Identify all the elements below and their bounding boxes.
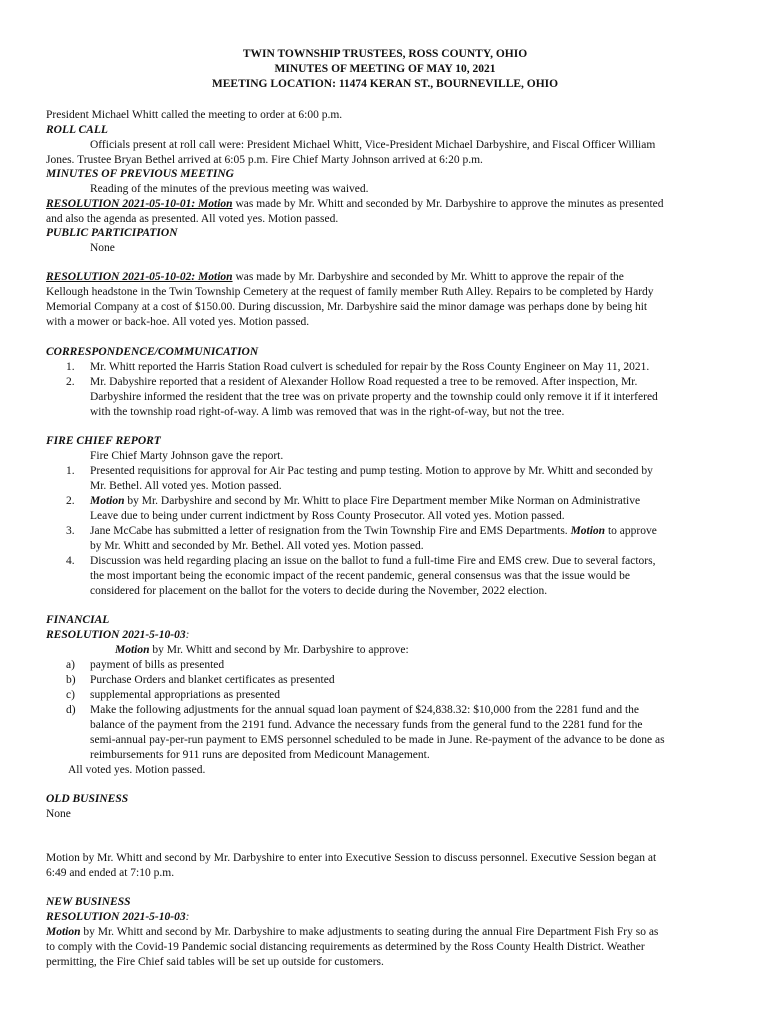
financial-letter-a: a): [66, 659, 75, 671]
opening-text: President Michael Whitt called the meeting to order at 6:00 p.m.: [46, 109, 343, 121]
resolution-2-text: was made by Mr. Darbyshire and seconded by Mr. Whitt to approve the repair of the: [232, 271, 624, 283]
header-line-2: MINUTES OF MEETING OF MAY 10, 2021: [274, 63, 496, 75]
new-business-line-1: [46, 925, 731, 940]
executive-session-line-2: 6:49 and ended at 7:10 p.m.: [46, 867, 175, 879]
fire-item-2-motion: Motion: [90, 495, 125, 507]
correspondence-item-1: Mr. Whitt reported the Harris Station Road culvert is scheduled for repair by the Ross County Engineer on May 11, 2021.: [90, 361, 650, 373]
roll-call-line-2: Jones. Trustee Bryan Bethel arrived at 6:05 p.m. Fire Chief Marty Johnson arrived at 6:20 p.m.: [46, 154, 483, 166]
correspondence-num-2: 2.: [66, 376, 75, 388]
fire-chief-intro: Fire Chief Marty Johnson gave the report.: [90, 450, 284, 462]
financial-item-d-line-4: reimbursements for 911 runs are deposited from Medicount Management.: [90, 749, 430, 761]
correspondence-item-2-line-1: Mr. Dabyshire reported that a resident of Alexander Hollow Road requested a tree to be removed. After inspection, Mr.: [90, 376, 638, 388]
new-business-line-2: to comply with the Covid-19 Pandemic social distancing requirements as determined by the Ross County Health District. Weather: [46, 941, 645, 953]
fire-item-3-line-1: [90, 524, 730, 539]
fire-item-3-text: Jane McCabe has submitted a letter of resignation from the Twin Township Fire and EMS Departments.: [90, 525, 571, 537]
correspondence-item-2-line-2: Darbyshire informed the resident that the tree was on private property and the township could only remove it if it interfered: [90, 391, 658, 403]
header-line-3: MEETING LOCATION: 11474 KERAN ST., BOURNEVILLE, OHIO: [211, 78, 559, 90]
fire-item-2-text: by Mr. Darbyshire and second by Mr. Whitt to place Fire Department member Mike Norman on Administrative: [124, 495, 641, 507]
financial-item-a: payment of bills as presented: [90, 659, 225, 671]
fire-num-2: 2.: [66, 495, 75, 507]
roll-call-line-1: Officials present at roll call were: President Michael Whitt, Vice-President Michael Darbyshire, and Fiscal Officer William: [90, 139, 656, 151]
fire-item-4-line-2: the most important being the economic impact of the recent pandemic, general consensus was that the issue would be: [90, 570, 631, 582]
fire-item-4-line-3: considered for placement on the ballot for the voters to decide during the November, 2022 election.: [90, 585, 548, 597]
resolution-2: [46, 270, 731, 285]
financial-letter-b: b): [66, 674, 76, 686]
new-business-resolution-label: RESOLUTION 2021-5-10-03: [46, 911, 186, 923]
resolution-2-line-2: Kellough headstone in the Twin Township Cemetery at the request of family member Ruth Alley. Repairs to be completed by Hardy: [46, 286, 654, 298]
fire-item-3-text-end: to approve: [605, 525, 657, 537]
financial-letter-c: c): [66, 689, 75, 701]
financial-item-b: Purchase Orders and blanket certificates as presented: [90, 674, 335, 686]
new-business-motion: Motion: [46, 926, 81, 938]
fire-item-2-line-1: [90, 494, 730, 509]
financial-intro: [115, 643, 770, 658]
financial-item-c: supplemental appropriations as presented: [90, 689, 281, 701]
resolution-2-line-3: Memorial Company at a cost of $150.00. During discussion, Mr. Darbyshire said the minor damage was perhaps done by being hit: [46, 301, 648, 313]
fire-num-1: 1.: [66, 465, 75, 477]
new-business-line-3: permitting, the Fire Chief said tables will be set up outside for customers.: [46, 956, 384, 968]
resolution-2-label: RESOLUTION 2021-05-10-02: Motion: [46, 271, 233, 283]
resolution-2-line-4: with a mower or back-hoe. All voted yes. Motion passed.: [46, 316, 310, 328]
executive-session-line-1: Motion by Mr. Whitt and second by Mr. Darbyshire to enter into Executive Session to discuss personnel. Executive Session began at: [46, 852, 657, 864]
header-line-1: TWIN TOWNSHIP TRUSTEES, ROSS COUNTY, OHIO: [242, 48, 528, 60]
financial-resolution-label: RESOLUTION 2021-5-10-03: [46, 629, 186, 641]
financial-heading: FINANCIAL: [46, 614, 110, 626]
fire-num-4: 4.: [66, 555, 75, 567]
financial-item-d-line-1: Make the following adjustments for the annual squad loan payment of $24,838.32: $10,000 from the 2281 fund and the: [90, 704, 640, 716]
financial-letter-d: d): [66, 704, 76, 716]
financial-resolution: [46, 628, 731, 643]
new-business-resolution: [46, 910, 731, 925]
old-business-heading: OLD BUSINESS: [46, 793, 129, 805]
resolution-1-line-2: and also the agenda as presented. All voted yes. Motion passed.: [46, 213, 339, 225]
fire-item-3-motion: Motion: [570, 525, 606, 537]
resolution-1: [46, 197, 731, 212]
fire-item-1-line-2: Mr. Bethel. All voted yes. Motion passed.: [90, 480, 282, 492]
financial-resolution-colon: :: [185, 629, 190, 641]
resolution-1-text: was made by Mr. Whitt and seconded by Mr. Darbyshire to approve the minutes as presented: [232, 198, 664, 210]
roll-call-heading: ROLL CALL: [46, 124, 108, 136]
financial-closing: All voted yes. Motion passed.: [68, 764, 206, 776]
fire-item-3-line-2: by Mr. Whitt and seconded by Mr. Bethel. All voted yes. Motion passed.: [90, 540, 424, 552]
financial-item-d-line-2: balance of the payment from the 2191 fund. Advance the necessary funds from the general fund to the 2281 fund for the: [90, 719, 643, 731]
public-participation-heading: PUBLIC PARTICIPATION: [46, 227, 178, 239]
fire-num-3: 3.: [66, 525, 75, 537]
financial-intro-text: by Mr. Whitt and second by Mr. Darbyshire to approve:: [149, 644, 409, 656]
resolution-1-label: RESOLUTION 2021-05-10-01: Motion: [46, 198, 233, 210]
fire-item-4-line-1: Discussion was held regarding placing an issue on the ballot to fund a full-time Fire and EMS crew. Due to several factors,: [90, 555, 656, 567]
new-business-resolution-colon: :: [185, 911, 190, 923]
fire-chief-heading: FIRE CHIEF REPORT: [46, 435, 161, 447]
new-business-text: by Mr. Whitt and second by Mr. Darbyshire to make adjustments to seating during the annual Fire Department Fish Fry so as: [80, 926, 659, 938]
correspondence-num-1: 1.: [66, 361, 75, 373]
fire-item-1-line-1: Presented requisitions for approval for Air Pac testing and pump testing. Motion to approve by Mr. Whitt and seconded by: [90, 465, 653, 477]
correspondence-item-2-line-3: with the township road right-of-way. A limb was removed that was in the right-of-way, but not the tree.: [90, 406, 565, 418]
public-participation-text: None: [90, 242, 115, 254]
new-business-heading: NEW BUSINESS: [46, 896, 131, 908]
fire-item-2-line-2: Leave due to being under current indictment by Ross County Prosecutor. All voted yes. Motion passed.: [90, 510, 565, 522]
financial-item-d-line-3: semi-annual pay-per-run payment to EMS personnel scheduled to be made in June. Re-payment of the advance to be done as: [90, 734, 665, 746]
old-business-text: None: [46, 808, 71, 820]
document-header: [0, 47, 770, 92]
minutes-heading: MINUTES OF PREVIOUS MEETING: [46, 168, 234, 180]
correspondence-heading: CORRESPONDENCE/COMMUNICATION: [46, 346, 259, 358]
minutes-line-1: Reading of the minutes of the previous meeting was waived.: [90, 183, 369, 195]
financial-motion: Motion: [115, 644, 150, 656]
